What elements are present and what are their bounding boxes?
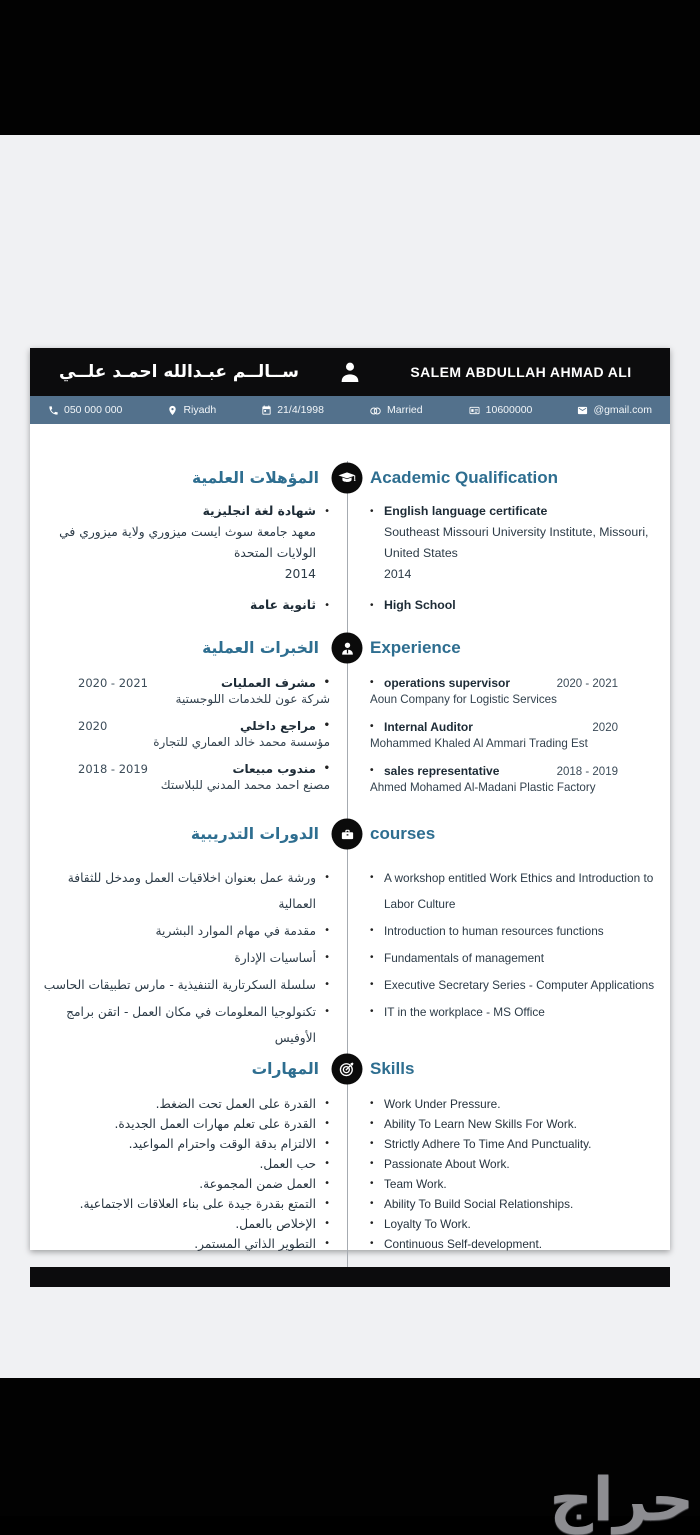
- column-divider-line: [347, 461, 348, 1267]
- list-item: • IT in the workplace - MS Office: [370, 999, 660, 1025]
- target-icon: [332, 1054, 363, 1085]
- job-role: • sales representative: [370, 763, 499, 779]
- list-item: • مقدمة في مهام الموارد البشرية: [38, 918, 330, 944]
- birthdate-value: 21/4/1998: [277, 404, 324, 416]
- list-item: • القدرة على تعلم مهارات العمل الجديدة.: [38, 1114, 330, 1134]
- degree-detail: Southeast Missouri University Institute, Missouri, United States: [384, 525, 649, 560]
- section-skills: [30, 1052, 670, 1254]
- degree-detail: معهد جامعة سوث ايست ميزوري ولاية ميزوري في الولايات المتحدة: [59, 525, 316, 560]
- experience-section-header: [30, 631, 670, 665]
- location-pin-icon: [167, 405, 178, 416]
- skills-column-english: [347, 1094, 670, 1254]
- contact-email: [577, 404, 652, 416]
- rings-icon: [369, 405, 382, 416]
- degree-name: • High School: [384, 598, 456, 612]
- calendar-icon: [261, 405, 272, 416]
- list-item: • Executive Secretary Series - Computer Applications: [370, 972, 660, 998]
- contact-marital-status: [369, 404, 423, 416]
- skills-column-arabic: [30, 1094, 347, 1254]
- phone-icon: [48, 405, 59, 416]
- phone-value: 050 000 000: [64, 404, 123, 416]
- courses-content: [30, 865, 670, 1052]
- job-period: 2020 - 2021: [556, 678, 618, 690]
- bottom-letterbox: [0, 1378, 700, 1535]
- businessman-icon: [332, 633, 363, 664]
- name-english: SALEM ABDULLAH AHMAD ALI: [410, 364, 632, 380]
- job-org: Ahmed Mohamed Al-Madani Plastic Factory: [370, 781, 596, 794]
- academic-column-english: [347, 501, 670, 616]
- list-item: • Introduction to human resources functions: [370, 918, 660, 944]
- job-role: • operations supervisor: [370, 675, 510, 691]
- briefcase-icon: [332, 819, 363, 850]
- section-academic-qualification: [30, 461, 670, 616]
- contact-bar: [30, 396, 670, 424]
- contact-id-number: [468, 404, 533, 416]
- list-item: • العمل ضمن المجموعة.: [38, 1174, 330, 1194]
- list-item: • ورشة عمل بعنوان اخلاقيات العمل ومدخل للثقافة العمالية: [38, 865, 330, 917]
- list-item: [370, 501, 660, 585]
- list-item: [38, 501, 330, 585]
- list-item: • Fundamentals of management: [370, 945, 660, 971]
- list-item: • Strictly Adhere To Time And Punctuality.: [370, 1134, 660, 1154]
- academic-section-header: [30, 461, 670, 495]
- haraj-watermark-logo: حراج: [549, 1465, 694, 1535]
- courses-title-arabic: الدورات التدريبية: [190, 825, 319, 843]
- degree-name: • شهادة لغة انجليزية: [202, 504, 316, 518]
- courses-title-english: courses: [370, 824, 436, 843]
- contact-phone: [48, 404, 122, 416]
- academic-content: [30, 501, 670, 616]
- cv-footer-bar: [30, 1267, 670, 1287]
- list-item: • Ability To Learn New Skills For Work.: [370, 1114, 660, 1134]
- list-item: • التطوير الذاتي المستمر.: [38, 1234, 330, 1254]
- list-item: [370, 595, 660, 616]
- academic-title-english: Academic Qualification: [370, 468, 558, 487]
- id-number-value: 10600000: [485, 404, 533, 416]
- experience-title-arabic: الخبرات العملية: [202, 639, 319, 657]
- skills-title-english: Skills: [370, 1059, 415, 1078]
- list-item: • تكنولوجيا المعلومات في مكان العمل - اتقن برامج الأوفيس: [38, 999, 330, 1051]
- job-period: 2018 - 2019: [556, 766, 618, 778]
- job-role: • Internal Auditor: [370, 719, 473, 735]
- cv-header: [30, 348, 670, 396]
- courses-section-header: [30, 817, 670, 851]
- list-item: • Loyalty To Work.: [370, 1214, 660, 1234]
- avatar-icon: [328, 359, 372, 385]
- experience-content: [30, 675, 670, 807]
- list-item: • التمتع بقدرة جيدة على بناء العلاقات الاجتماعية.: [38, 1194, 330, 1214]
- job-org: مصنع احمد محمد المدني للبلاستك: [160, 778, 330, 792]
- top-letterbox: [0, 0, 700, 135]
- experience-title-english: Experience: [370, 638, 461, 657]
- cv-page: [30, 348, 670, 1250]
- list-item: • Work Under Pressure.: [370, 1094, 660, 1114]
- courses-column-english: [347, 865, 670, 1052]
- job-entry: [370, 675, 660, 708]
- job-entry: [370, 719, 660, 752]
- list-item: • حب العمل.: [38, 1154, 330, 1174]
- list-item: • الالتزام بدقة الوقت واحترام المواعيد.: [38, 1134, 330, 1154]
- list-item: • أساسيات الإدارة: [38, 945, 330, 971]
- cv-body: [30, 461, 670, 1267]
- contact-birthdate: [261, 404, 324, 416]
- degree-name: • ثانوية عامة: [249, 598, 316, 612]
- academic-column-arabic: [30, 501, 347, 616]
- list-item: • سلسلة السكرتارية التنفيذية - مارس تطبيقات الحاسب: [38, 972, 330, 998]
- degree-year: 2014: [284, 567, 316, 581]
- list-item: • A workshop entitled Work Ethics and Introduction to Labor Culture: [370, 865, 660, 917]
- job-entry: [370, 763, 660, 796]
- job-org: Aoun Company for Logistic Services: [370, 693, 557, 706]
- marital-status-value: Married: [387, 404, 423, 416]
- list-item: [38, 595, 330, 616]
- email-value: @gmail.com: [593, 404, 652, 416]
- section-courses: [30, 817, 670, 1052]
- list-item: • Team Work.: [370, 1174, 660, 1194]
- degree-name: • English language certificate: [384, 504, 548, 518]
- skills-title-arabic: المهارات: [251, 1060, 319, 1078]
- job-role: • مندوب مبيعات: [232, 761, 330, 777]
- job-org: Mohammed Khaled Al Ammari Trading Est: [370, 737, 588, 750]
- job-role: • مشرف العمليات: [221, 675, 330, 691]
- list-item: • Passionate About Work.: [370, 1154, 660, 1174]
- list-item: • Continuous Self-development.: [370, 1234, 660, 1254]
- job-org: شركة عون للخدمات اللوجستية: [175, 692, 330, 706]
- job-entry: [38, 675, 330, 707]
- section-experience: [30, 631, 670, 807]
- id-card-icon: [468, 405, 481, 416]
- contact-city: [167, 404, 216, 416]
- job-period: 2020: [78, 719, 108, 733]
- job-entry: [38, 718, 330, 750]
- city-value: Riyadh: [183, 404, 217, 416]
- job-period: 2018 - 2019: [78, 762, 148, 776]
- job-org: مؤسسة محمد خالد العماري للتجارة: [153, 735, 330, 749]
- list-item: • الإخلاص بالعمل.: [38, 1214, 330, 1234]
- list-item: • Ability To Build Social Relationships.: [370, 1194, 660, 1214]
- header-right: [372, 364, 670, 380]
- job-role: • مراجع داخلي: [240, 718, 330, 734]
- experience-column-arabic: [30, 675, 347, 807]
- job-period: 2020 - 2021: [78, 676, 148, 690]
- academic-title-arabic: المؤهلات العلمية: [191, 469, 319, 487]
- name-arabic: ســالــم عبـدالله احمـد علــي: [59, 362, 299, 382]
- job-period: 2020: [592, 722, 618, 734]
- skills-section-header: [30, 1052, 670, 1086]
- header-left: [30, 362, 328, 382]
- courses-column-arabic: [30, 865, 347, 1052]
- degree-year: 2014: [384, 567, 412, 581]
- graduation-cap-icon: [332, 463, 363, 494]
- experience-column-english: [347, 675, 670, 807]
- list-item: • القدرة على العمل تحت الضغط.: [38, 1094, 330, 1114]
- job-entry: [38, 761, 330, 793]
- email-icon: [577, 405, 588, 416]
- skills-content: [30, 1094, 670, 1254]
